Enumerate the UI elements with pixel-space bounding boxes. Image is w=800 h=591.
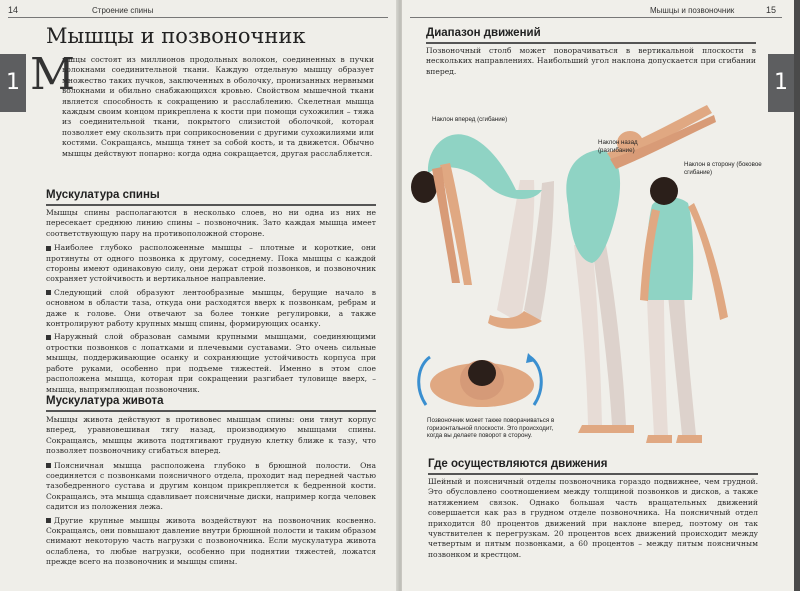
back-bullet-3-text: Наружный слой образован самыми крупными мышцами, соединяющими отростки позвонков с лопатками и плечевыми суставами. Это очень сильные мышцы, поддерживающие осанку и сохраняющие устойчивость корпуса при работе руками, особенно при подъеме тяжестей. Именно в этом слое расположена мышца, которая при сокращении разгибает туловище вверх, – мышца, выпрямляющая позвоночник. (46, 332, 376, 394)
where-text: Шейный и поясничный отделы позвоночника гораздо подвижнее, чем грудной. Это обусловлено соотношением между толщиной позвонков и дисков, а также натяжением связок. Однако большая часть вращательных движений совершается как раз в грудном отделе позвоночника. На поясничный отдел приходится 80 процентов движений при наклоне вперед, поэтому он так чувствителен к перегрузкам. 20 процентов всех движений происходит между четвертым и пятым позвонками, а 60 процентов – между пятым поясничным позвонком и крестцом. (428, 477, 758, 559)
label-back-bend: Наклон назад (разгибание) (598, 139, 638, 154)
label-side-bend: Наклон в сторону (боковое сгибание) (684, 161, 762, 176)
back-lead: Мышцы спины располагаются в несколько слоев, но ни одна из них не пересекает среднюю линию спины – позвоночник. Зато каждая мышца имеет соответствующую пару на противоположной стороне. (46, 208, 376, 238)
abdomen-bullet-1 (46, 461, 376, 513)
bullet-square-icon (46, 518, 51, 523)
running-header-right: Мышцы и позвоночник (650, 6, 735, 15)
rotation-figure (419, 353, 541, 407)
label-rotation: Позвоночник может также поворачиваться в горизонтальной плоскости. Это происходит, когда вы делаете поворот в сторону. (427, 417, 555, 440)
abdomen-bullet-1-text: Поясничная мышца расположена глубоко в брюшной полости. Она соединяется с позвонками поясничного отдела, проходит над передней частью тазобедренного сустава и другим концом прикрепляется к бедренной кости. Сокращаясь, эта мышца сдавливает поясничные диски, например когда человек садится из положения лежа. (46, 460, 376, 512)
page-number-left: 14 (8, 5, 19, 15)
header-rule-right (410, 17, 782, 18)
page-edge (794, 0, 800, 591)
bullet-square-icon (46, 290, 51, 295)
page-number-right: 15 (766, 5, 777, 15)
chapter-tab-right: 1 (768, 54, 794, 112)
where-text-block (428, 477, 758, 560)
right-page (402, 0, 800, 591)
abdomen-lead: Мышцы живота действуют в противовес мышцам спины: они тянут корпус вперед, уравновешивая тягу назад, производимую мышцами спины. Сокращаясь, мышцы живота подтягивают грудную клетку ближе к тазу, что позволяет позвоночнику сгибаться вперед. (46, 415, 376, 456)
range-text-block (426, 46, 756, 77)
back-bullet-2-text: Следующий слой образуют лентообразные мышцы, берущие начало в основном в области таза, откуда они расходятся вверх к позвонкам, ребрам и даже к голове. Они отвечают за более тонкие регулировки, а также контролируют работу крупных мышц спины, формирующих осанку. (46, 287, 376, 329)
back-section-body (46, 208, 376, 395)
bullet-square-icon (46, 246, 51, 251)
intro-first-lines (62, 55, 374, 159)
section-heading-range: Диапазон движений (426, 27, 541, 39)
page-title: Мышцы и позвоночник (46, 24, 306, 48)
section-rule-range (426, 42, 756, 44)
section-rule-where (428, 473, 758, 475)
back-bullet-3 (46, 332, 376, 394)
abdomen-bullet-2-text: Другие крупные мышцы живота воздействуют на позвоночник косвенно. Сокращаясь, они повышают давление внутри брюшной полости и таким образом снимают некоторую часть нагрузки с позвоночника. Если мускулатура живота ослаблена, то любые нагрузки, особенно при поднятии тяжестей, ложатся прежде всего на позвоночник и мышцы спины. (46, 515, 376, 567)
section-rule-back (46, 204, 376, 206)
section-heading-back: Мускулатура спины (46, 189, 160, 201)
back-bend-figure (566, 105, 716, 433)
header-rule-left (8, 17, 388, 18)
bullet-square-icon (46, 463, 51, 468)
section-rule-abdomen (46, 410, 376, 412)
chapter-tab-left: 1 (0, 54, 26, 112)
side-bend-figure (640, 177, 728, 443)
abdomen-bullet-2 (46, 516, 376, 568)
bullet-square-icon (46, 335, 51, 340)
drop-cap: М (30, 49, 76, 100)
running-header-left: Строение спины (92, 6, 154, 15)
label-forward-bend: Наклон вперед (сгибание) (432, 116, 508, 123)
intro-paragraph: ышцы состоят из миллионов продольных волокон, соединенных в пучки волокнами соединительной ткани. Каждую отдельную мышцу образует множество таких пучков, заключенных в оболочку, пронизанных нервными волокнами и обильно снабжающихся кровью. Свойством мышечной ткани является способность к сокращению и расслаблению. Скелетная мышца каждым своим концом прикреплена к кости при помощи сухожилия – тяжа из соединительной ткани, покрытого слизистой оболочкой, которая позволяет ему скользить при соприкосновении с другими сухожилиями или костями. Сокращаясь, мышца тянет за собой кость, и та движется. Обычно мышцы действуют попарно: когда одна сокращается, другая расслабляется. (62, 55, 374, 158)
back-bullet-2 (46, 288, 376, 330)
posture-figures (402, 95, 764, 460)
abdomen-section-body (46, 415, 376, 568)
left-page (0, 0, 398, 591)
section-heading-abdomen: Мускулатура живота (46, 395, 164, 407)
forward-bend-figure (411, 134, 554, 329)
range-text: Позвоночный столб может поворачиваться в вертикальной плоскости в нескольких направлениях. Наибольший угол наклона допускается при сгибании вперед. (426, 46, 756, 76)
section-heading-where: Где осуществляются движения (428, 458, 608, 470)
back-bullet-1-text: Наиболее глубоко расположенные мышцы – плотные и короткие, они протянуты от одного позвонка к другому, соседнему. Пока мышцы с каждой стороны имеют одинаковую силу, они держат строй позвонков, и позвоночник сохраняет устойчивость и вертикальное направление. (46, 243, 376, 284)
back-bullet-1 (46, 243, 376, 285)
